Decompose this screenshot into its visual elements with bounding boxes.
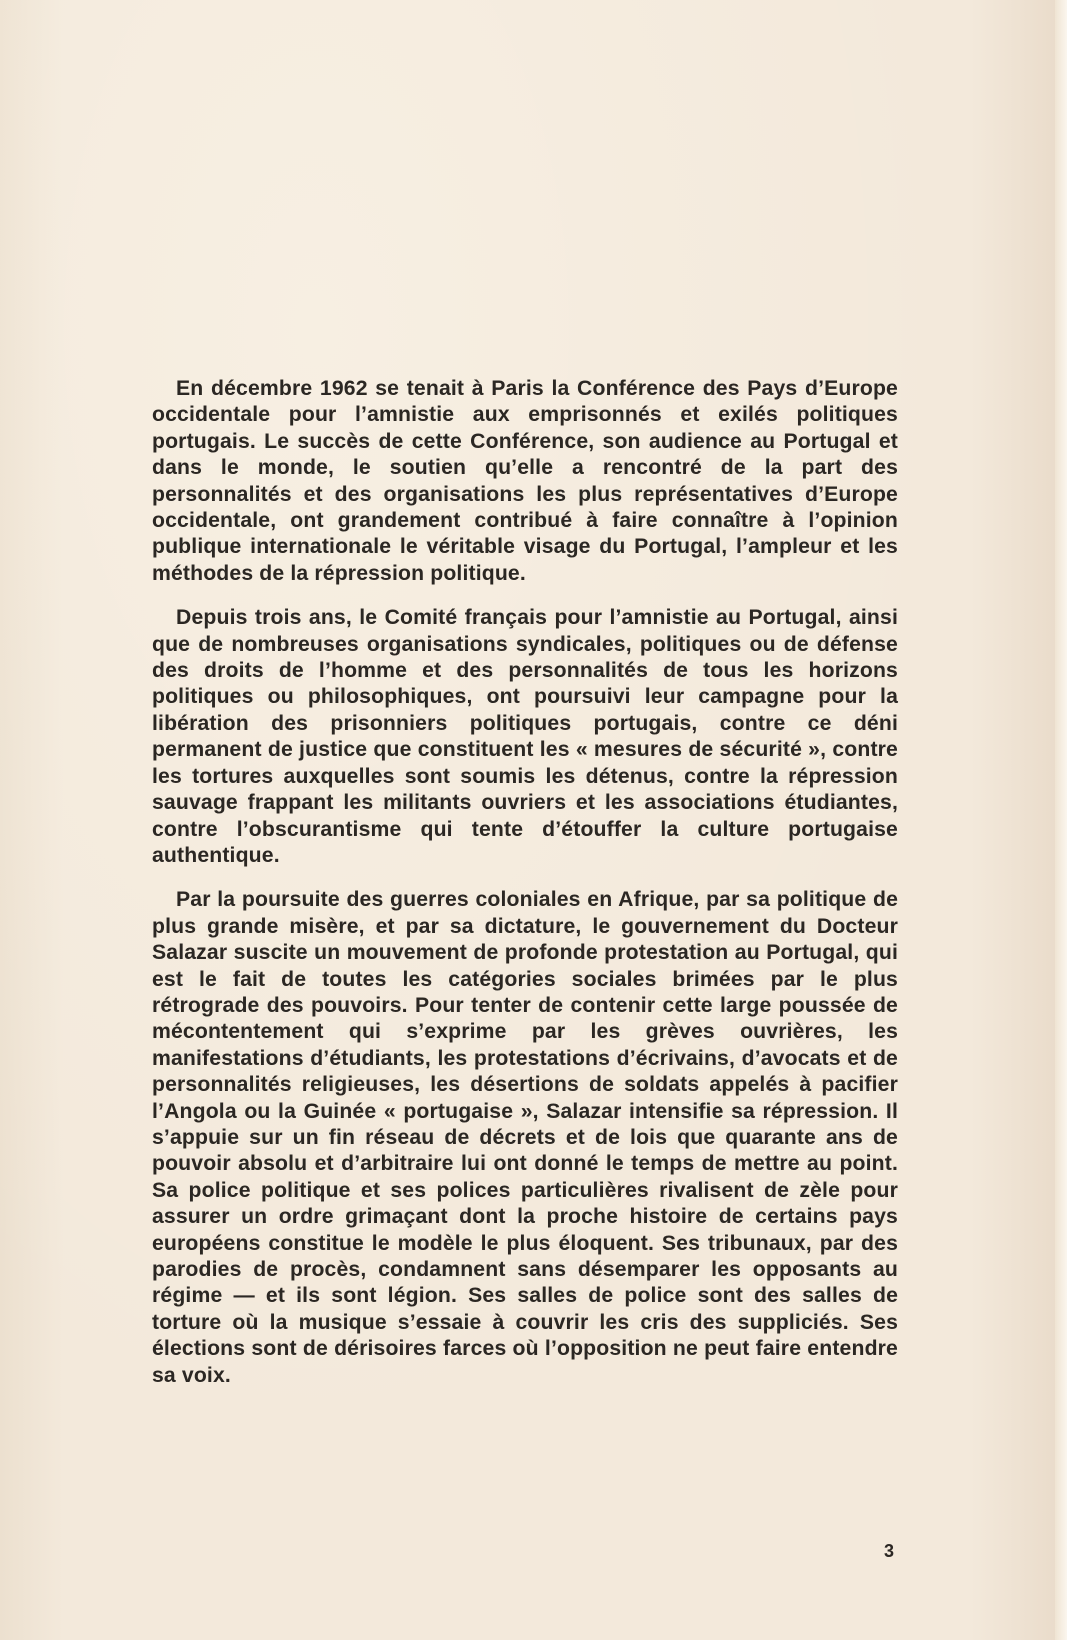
paragraph-conference: En décembre 1962 se tenait à Paris la Conférence des Pays d’Europe occidentale pour l’amnistie aux emprisonnés et exilés politiques portugais. Le succès de cette Conférence, son audience au Portugal et dans le monde, le soutien qu’elle a rencontré de la part des personnalités et des organisations les plus représentatives d’Europe occidentale, ont grandement contribué à faire connaître à l’opinion publique internationale le véritable visage du Portugal, l’ampleur et les méthodes de la répression politique. bbox=[152, 377, 898, 585]
page-number: 3 bbox=[884, 1541, 895, 1561]
body-text bbox=[152, 376, 898, 1407]
paper-edge bbox=[1055, 0, 1067, 1640]
paragraph-committee-campaign: Depuis trois ans, le Comité français pour l’amnistie au Portugal, ainsi que de nombreuses organisations syndicales, politiques ou de défense des droits de l’homme et des personnalités de tous les horizons politiques ou philosophiques, ont poursuivi leur campagne pour la libération des prisonniers politiques portugais, contre ce déni permanent de justice que constituent les « mesures de sécurité », contre les tortures auxquelles sont soumis les détenus, contre la répression sauvage frappant les militants ouvriers et les associations étudiantes, contre l’obscurantisme qui tente d’étouffer la culture portugaise authentique. bbox=[152, 606, 898, 867]
paragraph-salazar-repression: Par la poursuite des guerres coloniales en Afrique, par sa politique de plus grande misère, et par sa dictature, le gouvernement du Docteur Salazar suscite un mouvement de profonde protestation au Portugal, qui est le fait de toutes les catégories sociales brimées par le plus rétrograde des pouvoirs. Pour tenter de contenir cette large poussée de mécontentement qui s’exprime par les grèves ouvrières, les manifestations d’étudiants, les protestations d’écrivains, d’avocats et de personnalités religieuses, les désertions de soldats appelés à pacifier l’Angola ou la Guinée « portugaise », Salazar intensifie sa répression. Il s’appuie sur un fin réseau de décrets et de lois que quarante ans de pouvoir absolu et d’arbitraire lui ont donné le temps de mettre au point. Sa police politique et ses polices particulières rivalisent de zèle pour assurer un ordre grimaçant dont la proche histoire de certains pays européens constitue le modèle le plus éloquent. Ses tribunaux, par des parodies de procès, condamnent sans désemparer les opposants au régime — et ils sont légion. Ses salles de police sont des salles de torture où la musique s’essaie à couvrir les cris des suppliciés. Ses élections sont de dérisoires farces où l’opposition ne peut faire entendre sa voix. bbox=[152, 888, 898, 1387]
